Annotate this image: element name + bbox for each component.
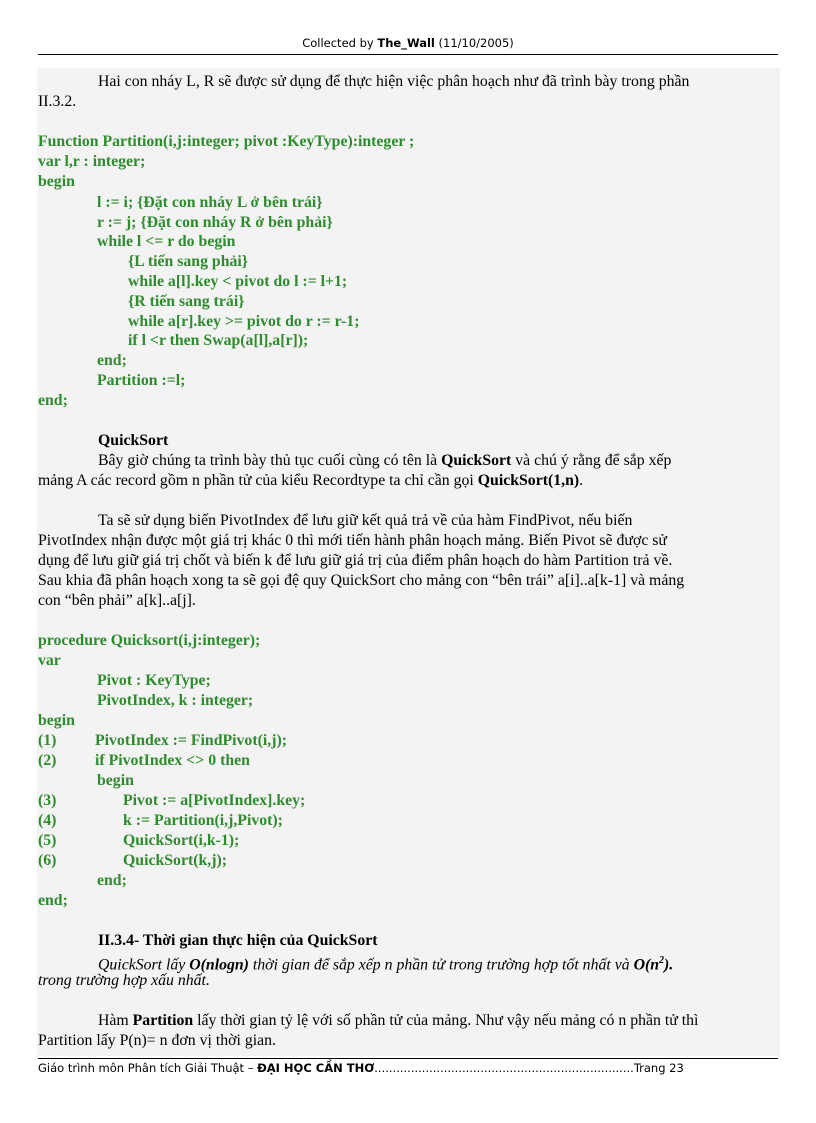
text-run: QuickSort [441, 452, 512, 469]
paragraph-line [38, 471, 583, 491]
text-run: ). [664, 956, 674, 974]
text-run: Hàm [98, 1012, 133, 1029]
section-heading: II.3.4- Thời gian thực hiện của QuickSort [98, 932, 378, 949]
footer-prefix: Giáo trình môn Phân tích Giải Thuật – [38, 1061, 258, 1075]
paragraph-line: Ta sẽ sử dụng biến PivotIndex để lưu giữ kết quả trả về của hàm FindPivot, nếu biến [98, 512, 633, 529]
code-line: if PivotIndex <> 0 then [95, 752, 250, 769]
code-line: l := i; {Đặt con nháy L ở bên trái} [97, 194, 323, 211]
code-line: PivotIndex := FindPivot(i,j); [95, 732, 287, 749]
text-run: . [579, 472, 584, 489]
text-run: O(n [633, 956, 660, 974]
intro-line: Hai con nháy L, R sẽ được sử dụng để thực hiện việc phân hoạch như đã trình bày trong phần [98, 73, 690, 90]
header-prefix: Collected by [302, 36, 378, 50]
line-number: (1) [38, 732, 57, 749]
code-line: begin [38, 173, 75, 190]
code-line: r := j; {Đặt con nháy R ở bên phải} [97, 214, 333, 231]
footer-dots: ....................................................................... [374, 1061, 634, 1075]
line-number: (4) [38, 812, 57, 829]
code-line: end; [38, 392, 68, 409]
code-line: begin [97, 772, 134, 789]
text-run: thời gian để sắp xếp n phần tử trong trường hợp tốt nhất và [248, 956, 634, 974]
code-line: var l,r : integer; [38, 153, 146, 170]
line-number: (2) [38, 752, 57, 769]
text-run: QuickSort(1,n) [477, 472, 580, 489]
code-line: while a[r].key >= pivot do r := r-1; [128, 313, 360, 330]
header-date: (11/10/2005) [434, 36, 514, 50]
code-line: var [38, 652, 61, 669]
text-run: mảng A các record gồm n phần tử của kiểu Recordtype ta chỉ cần gọi [38, 472, 478, 489]
section-heading: QuickSort [98, 432, 169, 449]
header-divider [38, 54, 778, 55]
paragraph-line [98, 451, 671, 471]
paragraph-line: con “bên phải” a[k]..a[j]. [38, 592, 196, 609]
code-line: Function Partition(i,j:integer; pivot :KeyType):integer ; [38, 133, 415, 150]
text-run: QuickSort lấy [98, 956, 190, 974]
code-line: while l <= r do begin [97, 233, 236, 250]
code-line: end; [97, 352, 127, 369]
line-number: (6) [38, 852, 57, 869]
text-run: lấy thời gian tỷ lệ với số phần tử của mảng. Như vậy nếu mảng có n phần tử thì [193, 1012, 699, 1029]
superscript: 2 [659, 955, 665, 966]
code-line: {R tiến sang trái} [128, 293, 245, 310]
code-line: begin [38, 712, 75, 729]
paragraph-line: Sau khia đã phân hoạch xong ta sẽ gọi đệ quy QuickSort cho mảng con “bên trái” a[i]..a[k-1] và mảng [38, 572, 685, 589]
code-line: Pivot := a[PivotIndex].key; [123, 792, 306, 809]
page-body [37, 68, 780, 1056]
page-footer [38, 1061, 778, 1075]
code-line: if l <r then Swap(a[l],a[r]); [128, 332, 309, 349]
code-line: k := Partition(i,j,Pivot); [123, 812, 283, 829]
code-line: end; [38, 892, 68, 909]
footer-page: Trang 23 [633, 1061, 684, 1075]
code-line: procedure Quicksort(i,j:integer); [38, 632, 261, 649]
code-line: QuickSort(i,k-1); [123, 832, 240, 849]
header-author: The_Wall [377, 36, 435, 50]
footer-divider [38, 1058, 778, 1059]
text-run: và chú ý rằng để sắp xếp [511, 452, 672, 469]
page-header [0, 36, 816, 50]
code-line: PivotIndex, k : integer; [97, 692, 254, 709]
text-run: Partition [132, 1012, 194, 1029]
paragraph-line: trong trường hợp xấu nhất. [38, 972, 210, 989]
line-number: (5) [38, 832, 57, 849]
paragraph-line: dụng để lưu giữ giá trị chốt và biến k để lưu giữ giá trị của điểm phân hoạch do hàm Partition trả về. [38, 552, 673, 569]
code-line: Partition :=l; [97, 372, 186, 389]
code-line: while a[l].key < pivot do l := l+1; [128, 273, 348, 290]
code-line: Pivot : KeyType; [97, 672, 211, 689]
paragraph-line: PivotIndex nhận được một giá trị khác 0 thì mới tiến hành phân hoạch mảng. Biến Pivot sẽ được sử [38, 532, 667, 549]
code-line: end; [97, 872, 127, 889]
code-line: {L tiến sang phải} [128, 253, 248, 270]
paragraph-line [98, 1011, 698, 1031]
intro-line: II.3.2. [38, 93, 77, 110]
code-line: QuickSort(k,j); [123, 852, 227, 869]
footer-school: ĐẠI HỌC CẦN THƠ [257, 1061, 375, 1075]
text-run: Bây giờ chúng ta trình bày thủ tục cuối cùng có tên là [98, 452, 442, 469]
line-number: (3) [38, 792, 57, 809]
paragraph-line: Partition lấy P(n)= n đơn vị thời gian. [38, 1032, 276, 1049]
text-run: O(nlogn) [189, 956, 249, 974]
